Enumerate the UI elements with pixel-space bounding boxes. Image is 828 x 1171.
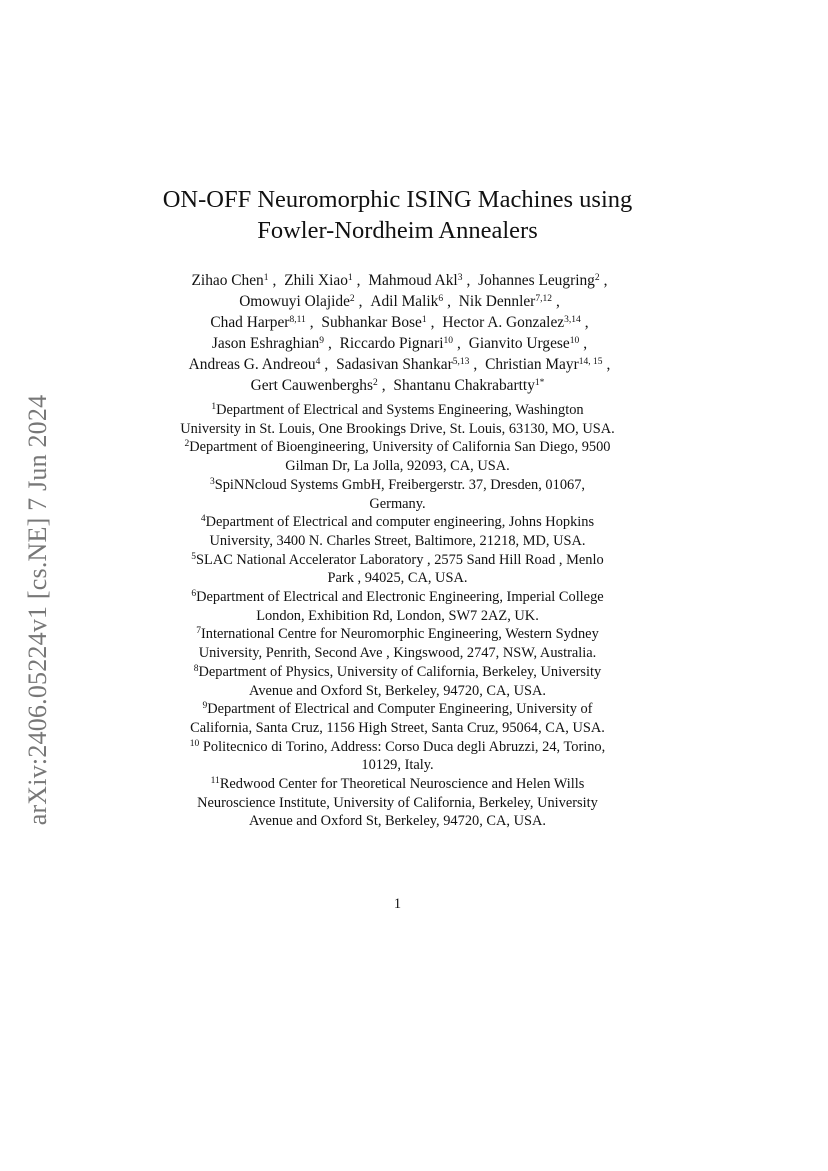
affiliation-marker: 2 bbox=[184, 439, 190, 450]
author-affiliation-marker: 1* bbox=[534, 378, 545, 388]
affiliation-line bbox=[150, 551, 645, 570]
affiliation-line bbox=[150, 476, 645, 495]
title-line: ON-OFF Neuromorphic ISING Machines using bbox=[162, 186, 633, 213]
affiliation-text: Department of Physics, University of California, Berkeley, University bbox=[198, 663, 602, 680]
author bbox=[284, 272, 352, 289]
author-name: Shantanu Chakrabartty bbox=[393, 377, 535, 394]
author bbox=[485, 356, 602, 373]
affiliation-line bbox=[150, 588, 645, 607]
author bbox=[370, 293, 443, 310]
affiliation-marker: 3 bbox=[209, 476, 215, 487]
author bbox=[239, 293, 354, 310]
affiliation-line bbox=[150, 420, 645, 439]
affiliation-text: Department of Electrical and Electronic Engineering, Imperial College bbox=[196, 589, 604, 606]
author-affiliation-marker: 2 bbox=[372, 378, 378, 388]
affiliation-text: Gilman Dr, La Jolla, 92093, CA, USA. bbox=[285, 458, 510, 475]
affiliation-text: Politecnico di Torino, Address: Corso Duca degli Abruzzi, 24, Torino, bbox=[199, 738, 606, 755]
affiliation-text: Avenue and Oxford St, Berkeley, 94720, CA, USA. bbox=[249, 813, 546, 830]
title-line: Fowler-Nordheim Annealers bbox=[257, 217, 538, 244]
author-affiliation-marker: 8,11 bbox=[289, 315, 306, 325]
author-affiliation-marker: 5,13 bbox=[452, 357, 470, 367]
affiliation-line bbox=[150, 532, 645, 551]
paper-title bbox=[150, 184, 645, 246]
author-affiliation-marker: 1 bbox=[263, 273, 269, 283]
affiliation bbox=[150, 513, 645, 550]
author-name: Andreas G. Andreou bbox=[188, 356, 316, 373]
affiliation-line bbox=[150, 812, 645, 831]
author-name: Riccardo Pignari bbox=[339, 335, 444, 352]
author-affiliation-marker: 4 bbox=[315, 357, 321, 367]
author bbox=[321, 314, 426, 331]
affiliation-line bbox=[150, 438, 645, 457]
affiliation-marker: 1 bbox=[211, 402, 217, 412]
author-name: Christian Mayr bbox=[485, 356, 579, 373]
author-name: Zihao Chen bbox=[191, 272, 264, 289]
affiliation-line bbox=[150, 625, 645, 644]
author-affiliation-marker: 1 bbox=[347, 273, 353, 283]
author bbox=[212, 335, 324, 352]
author-affiliation-marker: 2 bbox=[349, 294, 355, 304]
author bbox=[189, 356, 321, 373]
affiliation-marker: 9 bbox=[202, 701, 208, 712]
author-affiliation-marker: 14, 15 bbox=[578, 357, 603, 367]
author-line: Zihao Chen$^1$ , Zhili Xiao$^1$ , Mahmoud Akl$^3$ , Johannes Leugring$^2$ , bbox=[191, 272, 608, 289]
author-affiliation-marker: 3 bbox=[457, 273, 463, 283]
author bbox=[368, 272, 462, 289]
author bbox=[393, 377, 544, 394]
affiliation-line bbox=[150, 401, 645, 420]
affiliation-text: University, Penrith, Second Ave , Kingswood, 2747, NSW, Australia. bbox=[198, 645, 597, 662]
author-affiliation-marker: 6 bbox=[438, 294, 444, 304]
affiliation bbox=[150, 588, 645, 625]
author-name: Omowuyi Olajide bbox=[239, 293, 350, 310]
author-line: Gert Cauwenberghs$^2$ , Shantanu Chakrabartty$^{1*}$ bbox=[250, 377, 545, 394]
arxiv-identifier-stamp bbox=[18, 375, 58, 845]
affiliation-line bbox=[150, 794, 645, 813]
author-name: Nik Dennler bbox=[458, 293, 536, 310]
author bbox=[340, 335, 453, 352]
author-line: Omowuyi Olajide$^2$ , Adil Malik$^6$ , Nik Dennler$^{7,12}$ , bbox=[239, 293, 560, 310]
author-line: Andreas G. Andreou$^4$ , Sadasivan Shankar$^{5,13}$ , Christian Mayr$^{14, 15}$ , bbox=[188, 356, 611, 373]
affiliation-line bbox=[150, 607, 645, 626]
affiliation bbox=[150, 476, 645, 513]
author-name: Gert Cauwenberghs bbox=[250, 377, 373, 394]
author-name: Sadasivan Shankar bbox=[336, 356, 453, 373]
affiliation-text: SLAC National Accelerator Laboratory , 2575 Sand Hill Road , Menlo bbox=[196, 551, 604, 568]
author bbox=[251, 377, 378, 394]
affiliation bbox=[150, 700, 645, 737]
author bbox=[459, 293, 552, 310]
affiliation-line bbox=[150, 663, 645, 682]
affiliation bbox=[150, 401, 645, 438]
affiliation-line bbox=[150, 513, 645, 532]
affiliation-text: 10129, Italy. bbox=[361, 757, 434, 774]
affiliation-text: Park , 94025, CA, USA. bbox=[327, 570, 468, 587]
author-affiliation-marker: 2 bbox=[594, 273, 600, 283]
affiliation-marker: 6 bbox=[191, 589, 197, 600]
affiliation-text: Neuroscience Institute, University of California, Berkeley, University bbox=[197, 794, 598, 811]
author-affiliation-marker: 7,12 bbox=[535, 294, 552, 304]
affiliation-text: Department of Electrical and Systems Engineering, Washington bbox=[216, 402, 584, 418]
affiliation-line bbox=[150, 569, 645, 588]
author-name: Hector A. Gonzalez bbox=[442, 314, 565, 331]
author-name: Zhili Xiao bbox=[284, 272, 348, 289]
affiliation bbox=[150, 625, 645, 662]
author-name: Jason Eshraghian bbox=[211, 335, 320, 352]
affiliation-line bbox=[150, 700, 645, 719]
author-affiliation-marker: 10 bbox=[569, 336, 580, 346]
affiliation-line bbox=[150, 457, 645, 476]
affiliation-line bbox=[150, 644, 645, 663]
affiliation-text: Department of Electrical and Computer Engineering, University of bbox=[207, 701, 593, 718]
affiliation-marker: 5 bbox=[191, 551, 197, 562]
author-list bbox=[148, 270, 647, 396]
affiliation-text: University, 3400 N. Charles Street, Baltimore, 21218, MD, USA. bbox=[209, 532, 586, 549]
author bbox=[192, 272, 269, 289]
affiliation bbox=[150, 663, 645, 700]
affiliation-text: Germany. bbox=[369, 495, 426, 512]
affiliation-line bbox=[150, 495, 645, 514]
affiliation bbox=[150, 551, 645, 588]
affiliation bbox=[150, 775, 645, 831]
author bbox=[469, 335, 580, 352]
author bbox=[478, 272, 599, 289]
author-affiliation-marker: 1 bbox=[421, 315, 427, 325]
author-name: Subhankar Bose bbox=[321, 314, 422, 331]
author-affiliation-marker: 10 bbox=[443, 336, 453, 346]
affiliation-marker: 11 bbox=[210, 776, 220, 787]
affiliation-marker: 10 bbox=[189, 738, 200, 749]
affiliation-text: Redwood Center for Theoretical Neuroscience and Helen Wills bbox=[219, 776, 585, 793]
author-line: Jason Eshraghian$^9$ , Riccardo Pignari$^{10}$ , Gianvito Urgese$^{10}$ , bbox=[211, 335, 588, 352]
author bbox=[210, 314, 305, 331]
affiliation bbox=[150, 738, 645, 775]
author-name: Chad Harper bbox=[210, 314, 290, 331]
affiliation-line bbox=[150, 719, 645, 738]
author-name: Mahmoud Akl bbox=[368, 272, 458, 289]
affiliation-marker: 7 bbox=[196, 626, 201, 637]
affiliation-text: International Centre for Neuromorphic Engineering, Western Sydney bbox=[200, 626, 599, 643]
author bbox=[336, 356, 469, 373]
affiliation-text: California, Santa Cruz, 1156 High Street, Santa Cruz, 95064, CA, USA. bbox=[190, 719, 605, 736]
author bbox=[442, 314, 580, 331]
affiliation-text: University in St. Louis, One Brookings Drive, St. Louis, 63130, MO, USA. bbox=[180, 420, 615, 437]
affiliation-line bbox=[150, 775, 645, 794]
author-affiliation-marker: 9 bbox=[319, 336, 324, 346]
author-affiliation-marker: 3,14 bbox=[564, 315, 581, 325]
affiliation-text: Department of Bioengineering, University of California San Diego, 9500 bbox=[189, 439, 611, 456]
author-name: Gianvito Urgese bbox=[468, 335, 570, 352]
affiliation-line bbox=[150, 756, 645, 775]
affiliation bbox=[150, 438, 645, 475]
affiliation-list bbox=[150, 401, 645, 831]
arxiv-stamp-text: arXiv:2406.05224v1 [cs.NE] 7 Jun 2024 bbox=[23, 394, 52, 826]
affiliation-line bbox=[150, 738, 645, 757]
affiliation-marker: 4 bbox=[200, 514, 206, 525]
affiliation-text: SpiNNcloud Systems GmbH, Freibergerstr. 37, Dresden, 01067, bbox=[214, 476, 585, 493]
affiliation-line bbox=[150, 682, 645, 701]
page-number: 1 bbox=[393, 896, 402, 912]
author-name: Johannes Leugring bbox=[478, 272, 595, 289]
author-line: Chad Harper$^{8,11}$ , Subhankar Bose$^1$ , Hector A. Gonzalez$^{3,14}$ , bbox=[210, 314, 589, 331]
affiliation-text: Department of Electrical and computer engineering, Johns Hopkins bbox=[205, 514, 595, 531]
affiliation-text: Avenue and Oxford St, Berkeley, 94720, CA, USA. bbox=[249, 682, 546, 699]
affiliation-marker: 8 bbox=[193, 663, 199, 674]
author-name: Adil Malik bbox=[370, 293, 439, 310]
affiliation-text: London, Exhibition Rd, London, SW7 2AZ, UK. bbox=[256, 607, 539, 624]
